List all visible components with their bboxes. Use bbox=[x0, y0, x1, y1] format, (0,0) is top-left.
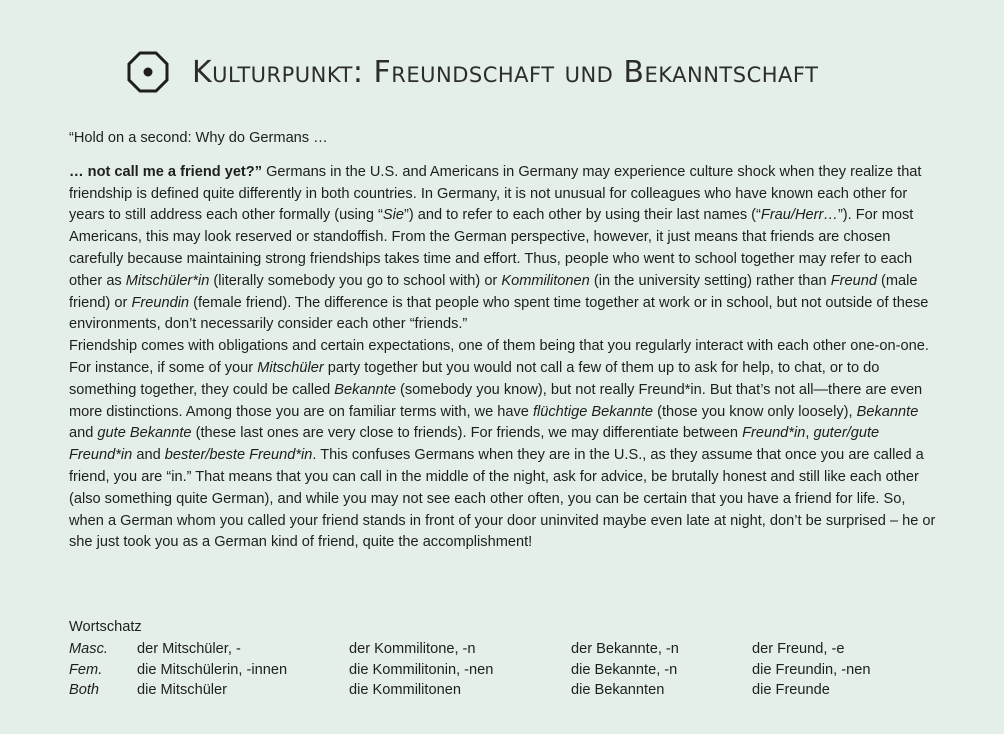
section-header bbox=[126, 50, 818, 94]
vocabulary-table bbox=[69, 617, 939, 701]
octagon-dot-icon bbox=[126, 50, 170, 94]
paragraph-lead-bold: … not call me a friend yet?” bbox=[69, 163, 263, 180]
vocab-term: die Freunde bbox=[752, 682, 830, 699]
vocabulary-row-both bbox=[69, 680, 939, 701]
vocabulary-row-feminine bbox=[69, 660, 939, 681]
vocab-term: die Mitschüler bbox=[137, 682, 228, 699]
vocabulary-row-masculine bbox=[69, 639, 939, 660]
vocab-term: der Bekannte, -n bbox=[571, 640, 679, 657]
paragraph-friendship-obligations: Friendship comes with obligations and certain expectations, one of them being that you regularly interact with each other one-on-one. For instance, if some of your Mitschüler party together but you would not call a few of them up to ask for help, to chat, or to do something together, they could be called Bekannte (somebody you know), but not really Freund*in. But that’s not all—there are even more distinctions. Among those you are on familiar terms with, we have flüchtige Bekannte (those you know only loosely), Bekannte and gute Bekannte (these last ones are very close to friends). For friends, we may differentiate between Freund*in, guter/gute Freund*in and bester/beste Freund*in. This confuses Germans when they are in the U.S., as they assume that once you are called a friend, you are “in.” That means that you can call in the middle of the night, ask for advice, be brutally honest and still like each other (also something quite German), and while you may not see each other often, you can be certain that you have a friend for life. So, when a German whom you called your friend stands in front of your door uninvited maybe even late at night, don’t be surprised – he or she just took you as a German kind of friend, quite the accomplishment! bbox=[69, 338, 936, 551]
page-title: Kulturpunkt: Freundschaft und Bekanntschaft bbox=[192, 54, 819, 90]
vocab-term: die Freundin, -nen bbox=[752, 661, 871, 678]
intro-lead: “Hold on a second: Why do Germans … bbox=[69, 130, 328, 146]
gender-label: Both bbox=[69, 682, 100, 699]
vocab-term: die Kommilitonen bbox=[349, 682, 461, 699]
gender-label: Fem. bbox=[69, 661, 103, 678]
gender-label: Masc. bbox=[69, 640, 108, 657]
vocab-term: der Kommilitone, -n bbox=[349, 640, 476, 657]
vocab-term: die Bekannten bbox=[571, 682, 665, 699]
vocab-term: die Bekannte, -n bbox=[571, 661, 678, 678]
vocab-term: der Freund, -e bbox=[752, 640, 845, 657]
vocabulary-heading: Wortschatz bbox=[69, 619, 142, 635]
paragraph-friendship-definition: … not call me a friend yet?” Germans in the U.S. and Americans in Germany may experience culture shock when they realize that friendship is defined quite differently in both countries. In Germany, it is not unusual for colleagues who have known each other for years to still address each other formally (using “Sie”) and to refer to each other by using their last names (“Frau/Herr…”). For most Americans, this may look reserved or standoffish. From the German perspective, however, it just means that friends are chosen carefully because maintaining strong friendships takes time and effort. Thus, people who went to school together may refer to each other as Mitschüler*in (literally somebody you go to school with) or Kommilitonen (in the university setting) rather than Freund (male friend) or Freundin (female friend). The difference is that people who spent time together at work or in school, but not outside of these environments, don’t necessarily consider each other “friends.” bbox=[69, 163, 929, 333]
vocab-term: die Mitschülerin, -innen bbox=[137, 661, 288, 678]
article-body bbox=[69, 128, 939, 554]
vocab-term: der Mitschüler, - bbox=[137, 640, 241, 657]
vocab-term: die Kommilitonin, -nen bbox=[349, 661, 494, 678]
